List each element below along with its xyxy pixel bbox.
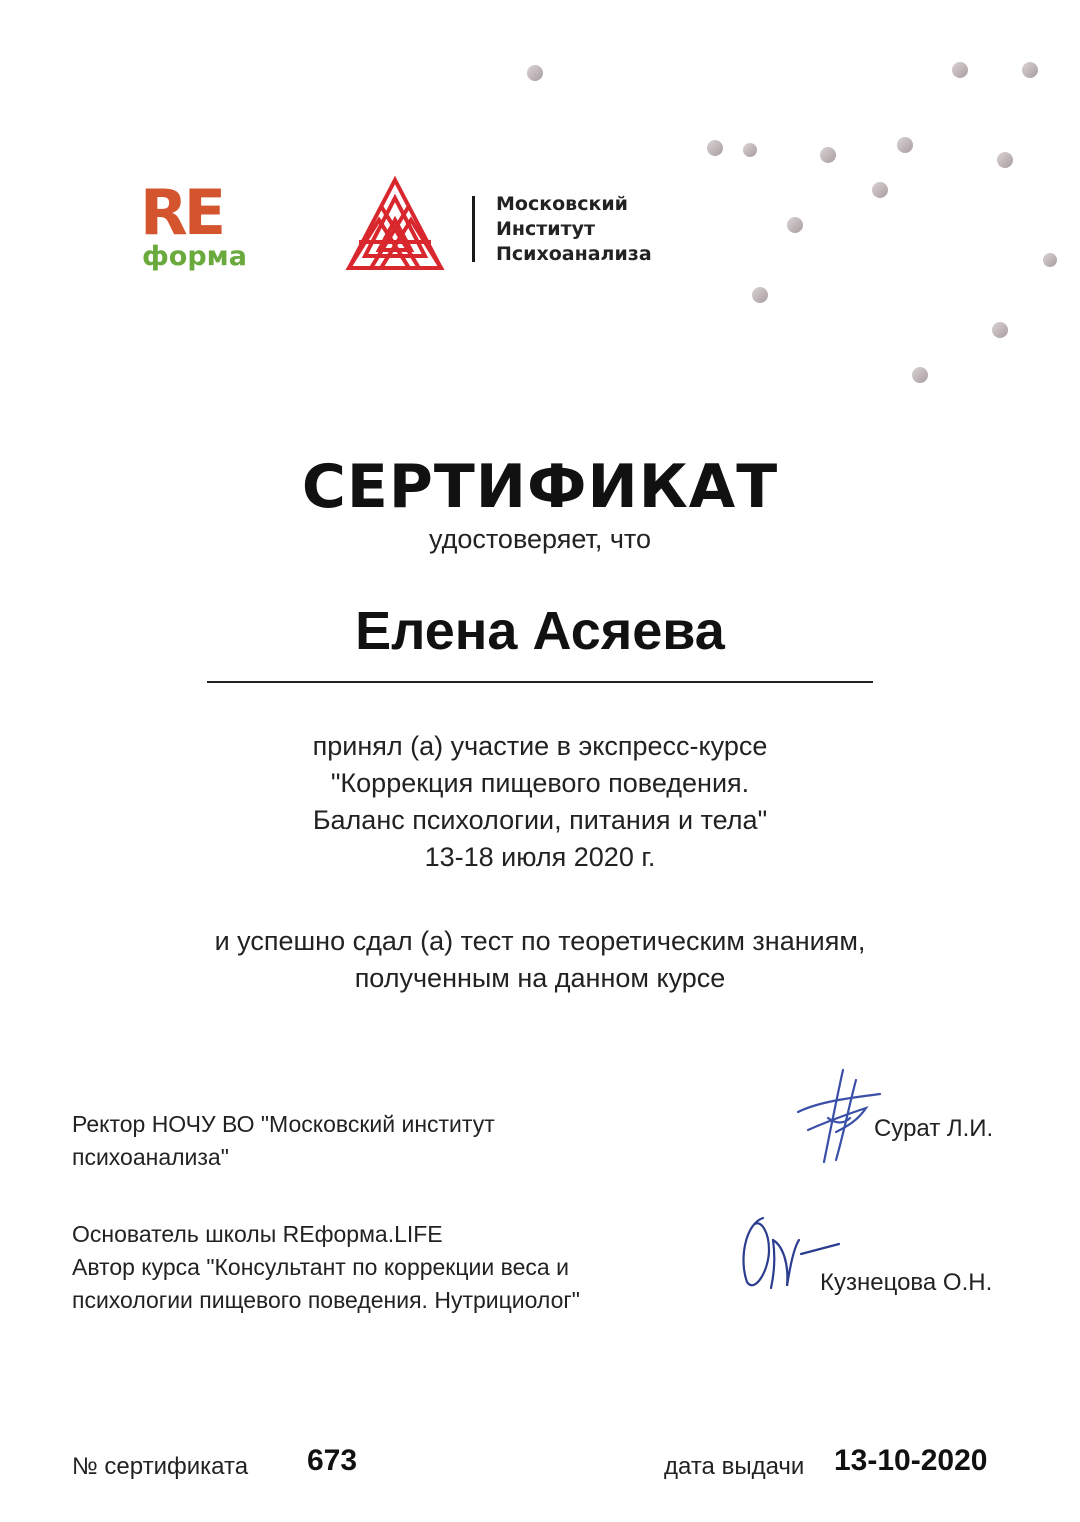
signatory-role-line: Основатель школы REформа.LIFE (72, 1221, 443, 1247)
certificate-subtitle: удостоверяет, что (429, 524, 651, 554)
signatory-role (72, 1108, 632, 1174)
signatory-role-line: Ректор НОЧУ ВО "Московский институт (72, 1111, 495, 1137)
recipient-name: Елена Асяева (355, 601, 725, 661)
reforma-logo (140, 176, 270, 282)
certificate-title: СЕРТИФИКАТ (301, 452, 779, 522)
issue-date: 13-10-2020 (834, 1444, 988, 1477)
signatory-role (72, 1218, 712, 1317)
test-line: полученным на данном курсе (354, 963, 726, 993)
signatory-role-line: Автор курса "Консультант по коррекции веса и (72, 1254, 569, 1280)
institute-name-line: Институт (496, 218, 596, 240)
reforma-logo-forma: форма (142, 241, 247, 272)
cert-number: 673 (307, 1444, 358, 1477)
signatory-role-line: психоанализа" (72, 1144, 229, 1170)
signatory-name: Кузнецова О.Н. (820, 1269, 993, 1296)
test-line: и успешно сдал (а) тест по теоретическим знаниям, (214, 926, 866, 956)
recipient-underline (207, 681, 873, 683)
institute-name-line: Психоанализа (496, 243, 652, 265)
signatory-role-line: психологии пищевого поведения. Нутрициолог" (72, 1287, 580, 1313)
issue-date-label: дата выдачи (664, 1453, 805, 1480)
reforma-logo-re: RE (140, 176, 223, 249)
signature-image (788, 1062, 888, 1172)
course-description (0, 728, 1080, 876)
cert-number-label: № сертификата (72, 1453, 249, 1480)
course-dates: 13-18 июля 2020 г. (424, 842, 656, 872)
institute-name (496, 192, 652, 267)
course-line: "Коррекция пищевого поведения. (330, 768, 750, 798)
course-line: принял (а) участие в экспресс-курсе (312, 731, 768, 761)
institute-name-line: Московский (496, 193, 628, 215)
logo-divider (472, 196, 475, 262)
signatory-name: Сурат Л.И. (874, 1115, 994, 1142)
course-line: Баланс психологии, питания и тела" (312, 805, 768, 835)
institute-emblem-icon (345, 176, 445, 276)
test-statement (0, 923, 1080, 997)
